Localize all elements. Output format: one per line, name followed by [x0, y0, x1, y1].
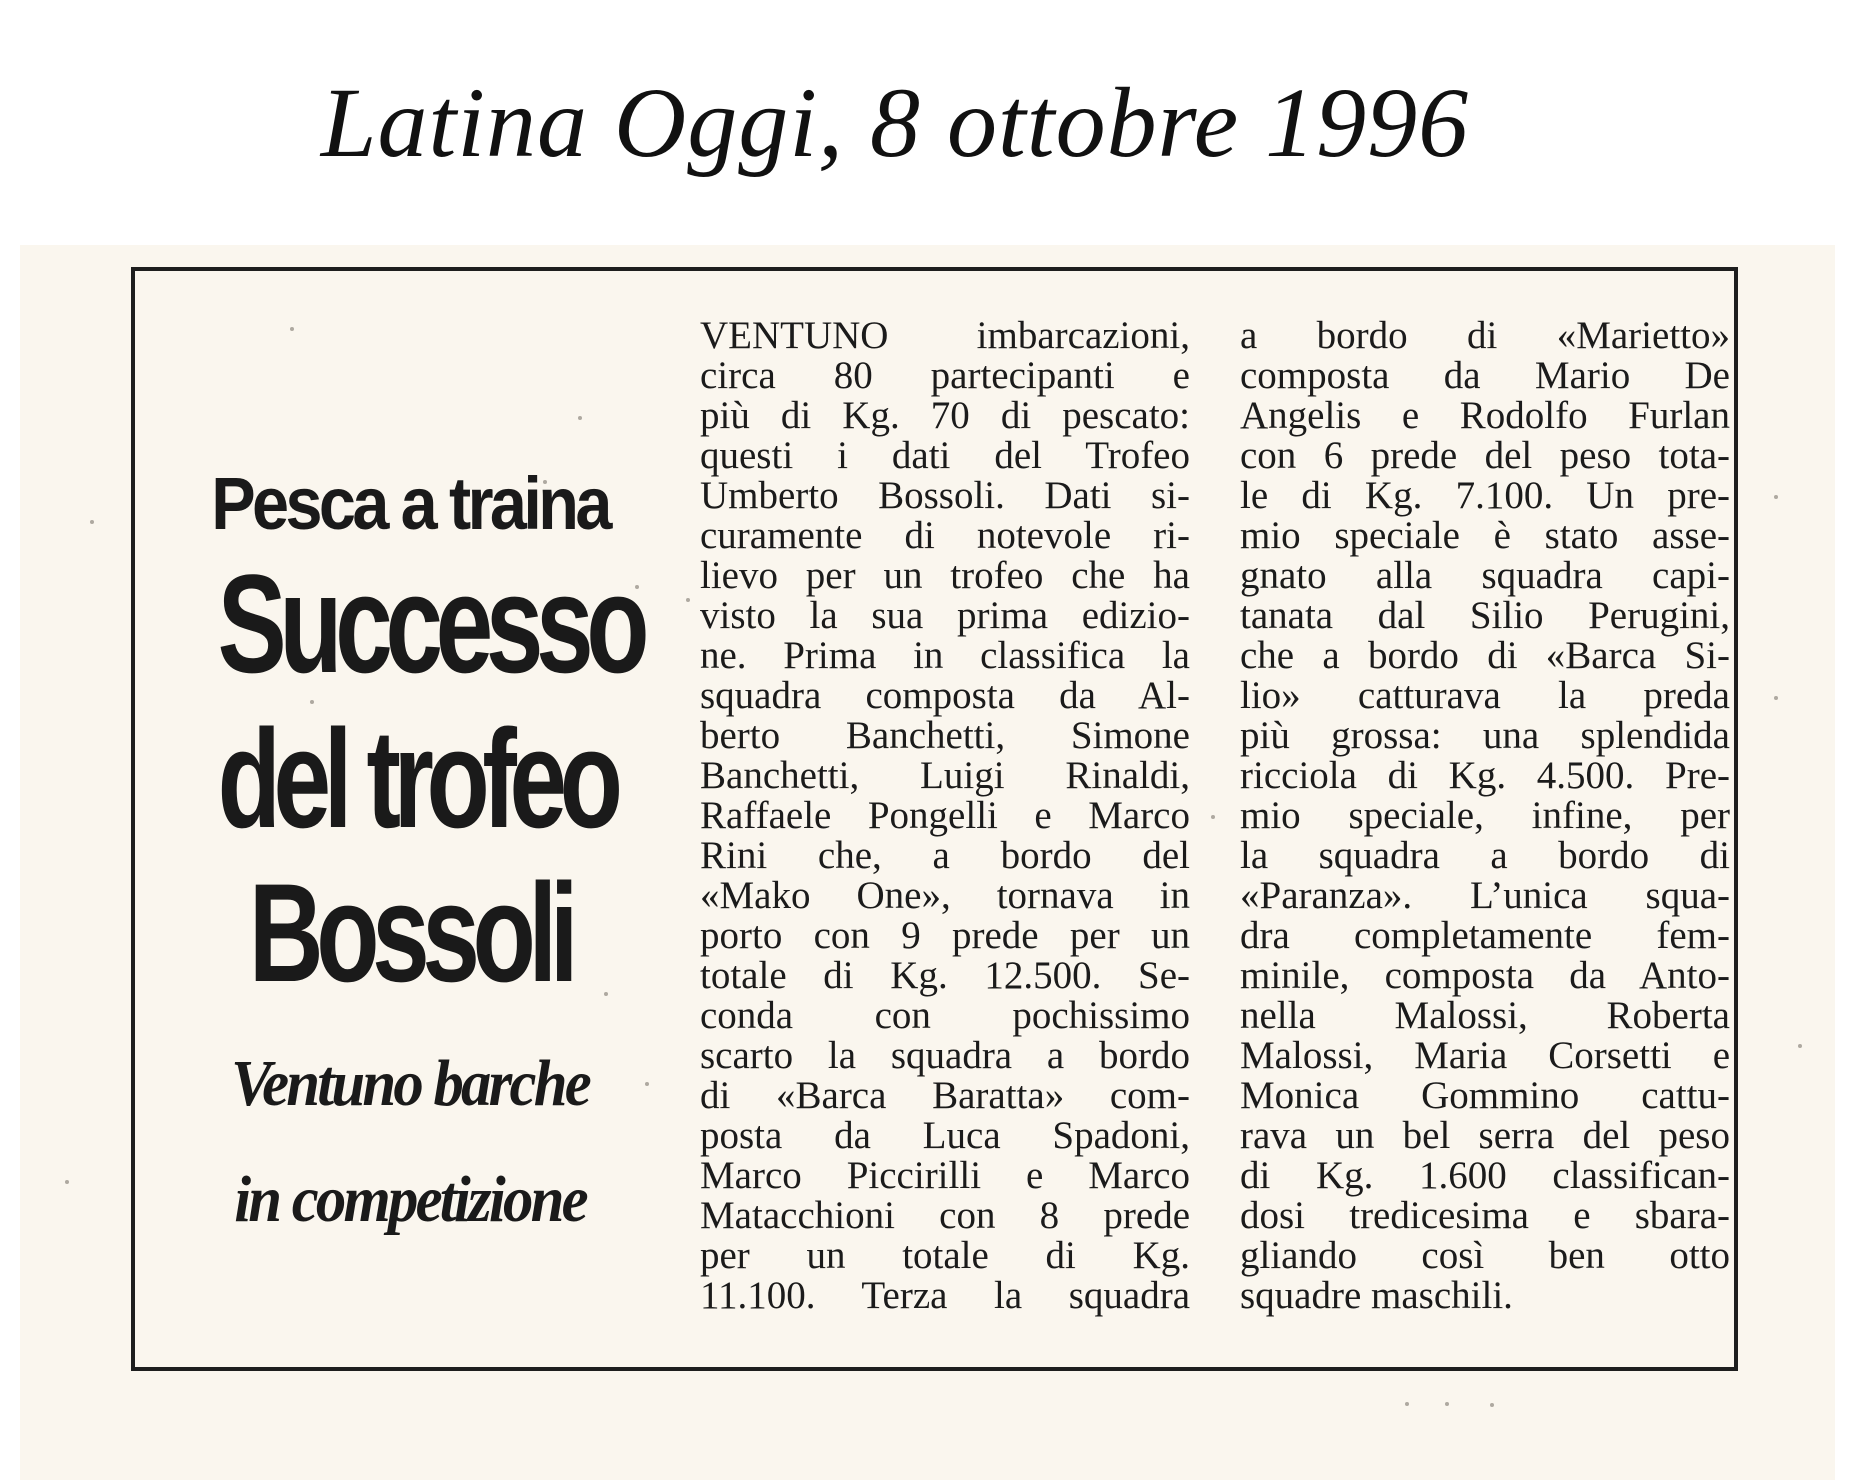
headline-block	[150, 463, 670, 1241]
article-text-line: gnato alla squadra capi-	[1240, 554, 1730, 597]
article-text-line: Matacchioni con 8 prede	[700, 1194, 1190, 1237]
speck	[1405, 1402, 1409, 1406]
article-text-line: 11.100. Terza la squadra	[700, 1274, 1190, 1317]
title-line: Bossoli	[248, 854, 572, 1012]
article-text-line: visto la sua prima edizio-	[700, 594, 1190, 637]
article-text-line: lio» catturava la preda	[1240, 674, 1730, 717]
article-text-line: per un totale di Kg.	[700, 1234, 1190, 1277]
article-text-line: di Kg. 1.600 classifican-	[1240, 1154, 1730, 1197]
article-text-line: Monica Gommino cattu-	[1240, 1074, 1730, 1117]
article-text-line: circa 80 partecipanti e	[700, 354, 1190, 397]
article-text-line: a bordo di «Marietto»	[1240, 314, 1730, 357]
speck	[90, 520, 94, 524]
title-line: Successo	[217, 545, 643, 703]
article-text-line: che a bordo di «Barca Si-	[1240, 634, 1730, 677]
article-text-line: berto Banchetti, Simone	[700, 714, 1190, 757]
article-column-left	[700, 316, 1190, 1316]
article-text-line: squadra composta da Al-	[700, 674, 1190, 717]
speck	[1445, 1402, 1449, 1406]
article-text-line: di «Barca Baratta» com-	[700, 1074, 1190, 1117]
article-text-line: Angelis e Rodolfo Furlan	[1240, 394, 1730, 437]
article-text-line: composta da Mario De	[1240, 354, 1730, 397]
article-text-line: Rini che, a bordo del	[700, 834, 1190, 877]
article-text-line: conda con pochissimo	[700, 994, 1190, 1037]
article-text-line: Malossi, Maria Corsetti e	[1240, 1034, 1730, 1077]
article-text-line: le di Kg. 7.100. Un pre-	[1240, 474, 1730, 517]
subtitle-line: in competizione	[234, 1163, 586, 1237]
article-column-right	[1240, 316, 1730, 1316]
article-text-line: nella Malossi, Roberta	[1240, 994, 1730, 1037]
article-text-line: più di Kg. 70 di pescato:	[700, 394, 1190, 437]
article-text-line: porto con 9 prede per un	[700, 914, 1190, 957]
article-text-line: ne. Prima in classifica la	[700, 634, 1190, 677]
article-text-line: «Mako One», tornava in	[700, 874, 1190, 917]
article-text-line: curamente di notevole ri-	[700, 514, 1190, 557]
article-text-line: mio speciale, infine, per	[1240, 794, 1730, 837]
article-text-line: Marco Piccirilli e Marco	[700, 1154, 1190, 1197]
subtitle-line: Ventuno barche	[231, 1046, 589, 1120]
article-text-line: ricciola di Kg. 4.500. Pre-	[1240, 754, 1730, 797]
article-text-line: la squadra a bordo di	[1240, 834, 1730, 877]
article-text-line: Banchetti, Luigi Rinaldi,	[700, 754, 1190, 797]
article-text-line: scarto la squadra a bordo	[700, 1034, 1190, 1077]
article-text-line: più grossa: una splendida	[1240, 714, 1730, 757]
article-text-line: totale di Kg. 12.500. Se-	[700, 954, 1190, 997]
speck	[1774, 696, 1778, 700]
article-text-line: con 6 prede del peso tota-	[1240, 434, 1730, 477]
article-text-line: «Paranza». L’unica squa-	[1240, 874, 1730, 917]
article-text-line: mio speciale è stato asse-	[1240, 514, 1730, 557]
article-text-line: tanata dal Silio Perugini,	[1240, 594, 1730, 637]
speck	[65, 1180, 69, 1184]
speck	[1798, 1044, 1802, 1048]
article-text-line: dra completamente fem-	[1240, 914, 1730, 957]
source-caption: Latina Oggi, 8 ottobre 1996	[320, 67, 1470, 178]
article-text-line: squadre maschili.	[1240, 1274, 1513, 1317]
article-text-line: dosi tredicesima e sbara-	[1240, 1194, 1730, 1237]
article-text-line: Raffaele Pongelli e Marco	[700, 794, 1190, 837]
article-text-line: lievo per un trofeo che ha	[700, 554, 1190, 597]
speck	[1774, 495, 1778, 499]
article-text-line: gliando così ben otto	[1240, 1234, 1730, 1277]
article-text-line: minile, composta da Anto-	[1240, 954, 1730, 997]
article-text-line: rava un bel serra del peso	[1240, 1114, 1730, 1157]
article-text-line: Umberto Bossoli. Dati si-	[700, 474, 1190, 517]
title-line: del trofeo	[217, 699, 616, 857]
speck	[1490, 1403, 1494, 1407]
article-text-line: VENTUNO imbarcazioni,	[700, 314, 1190, 357]
article-kicker: Pesca a traina	[211, 462, 609, 545]
article-text-line: posta da Luca Spadoni,	[700, 1114, 1190, 1157]
article-text-line: questi i dati del Trofeo	[700, 434, 1190, 477]
